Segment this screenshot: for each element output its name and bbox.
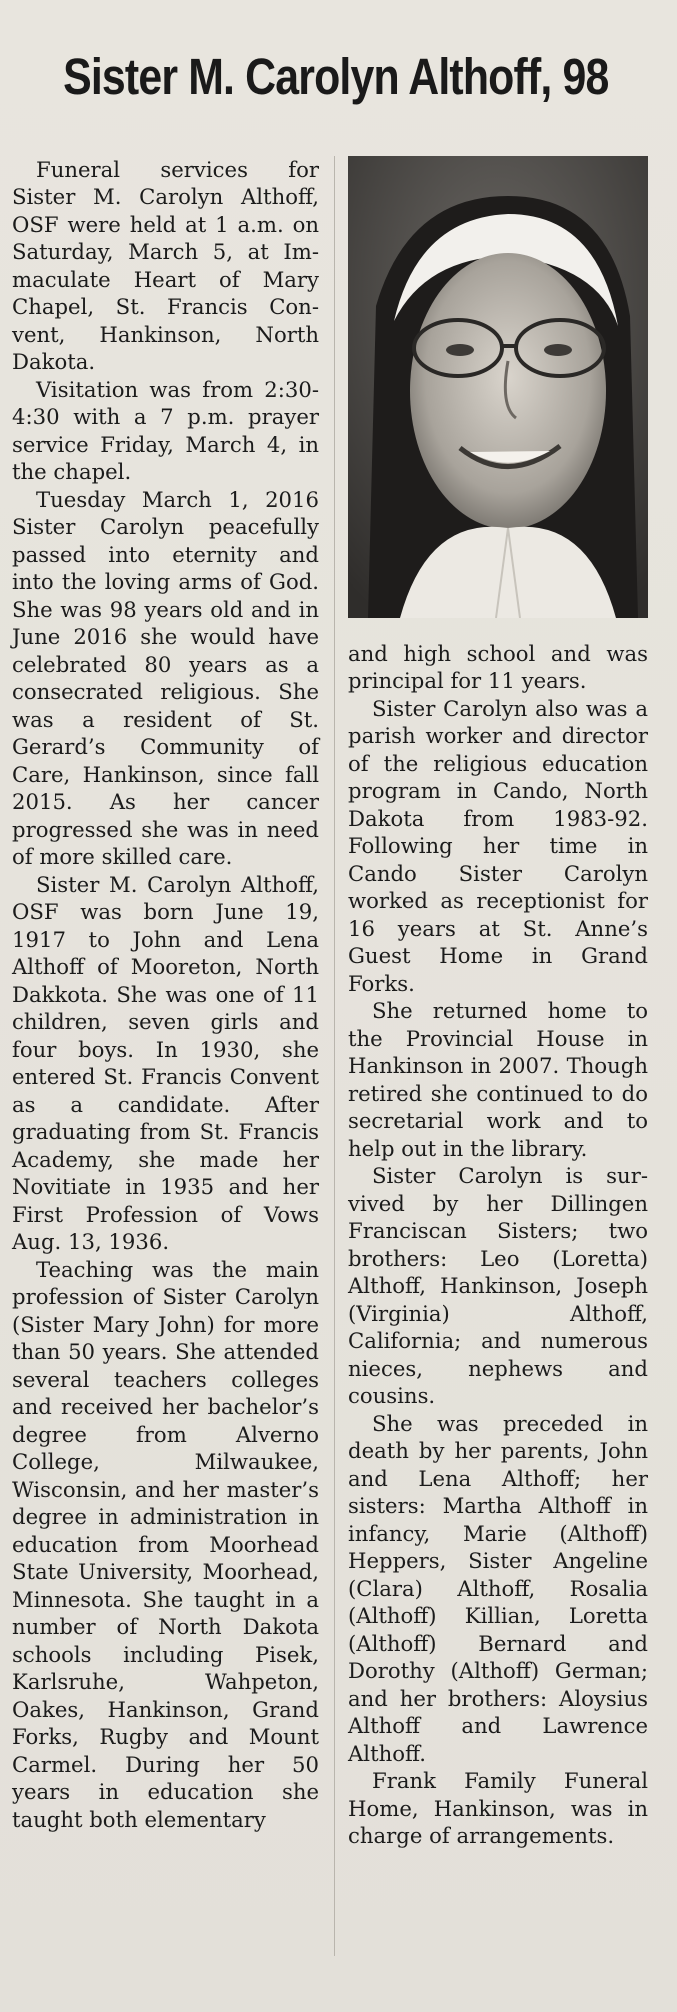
right-column-text	[348, 640, 648, 1850]
left-column	[12, 156, 319, 1976]
headline: Sister M. Carolyn Althoff, 98	[63, 48, 609, 105]
paragraph: Visitation was from 2:30-4:30 with a 7 p.m. prayer service Friday, March 4, in the chapel.	[12, 376, 319, 485]
paragraph: Funeral services for Sister M. Carolyn Althoff, OSF were held at 1 a.m. on Saturday, March 5, at Immaculate Heart of Mary Chapel, St. Francis Convent, Hankinson, North Dakota.	[12, 156, 319, 375]
paragraph: Sister Carolyn also was a parish worker and director of the religious education program in Cando, North Dakota from 1983-92. Following her time in Cando Sister Carolyn worked as receptionist for 16 years at St. Anne’s Guest Home in Grand Forks.	[348, 695, 648, 996]
column-divider	[334, 156, 335, 1956]
paragraph: She was preceded in death by her parents, John and Lena Althoff; her sisters: Martha Althoff in infancy, Marie (Althoff) Heppers, Sister Angeline (Clara) Althoff, Rosalia (Althoff) Killian, Loretta (Althoff) Bernard and Dorothy (Althoff) German; and her brothers: Aloysius Althoff and Lawrence Althoff.	[348, 1410, 648, 1766]
paragraph: Tuesday March 1, 2016 Sister Carolyn peacefully passed into eternity and into the loving arms of God. She was 98 years old and in June 2016 she would have celebrated 80 years as a consecrated religious. She was a resident of St. Gerard’s Community of Care, Hankinson, since fall 2015. As her cancer progressed she was in need of more skilled care.	[12, 486, 319, 870]
paragraph: Sister M. Carolyn Althoff, OSF was born June 19, 1917 to John and Lena Althoff of Mooreton, North Dakkota. She was one of 11 children, seven girls and four boys. In 1930, she entered St. Francis Convent as a candidate. After graduating from St. Francis Academy, she made her Novitiate in 1935 and her First Profession of Vows Aug. 13, 1936.	[12, 871, 319, 1255]
paragraph: and high school and was principal for 11 years.	[348, 640, 648, 694]
paragraph: Teaching was the main profession of Sister Carolyn (Sister Mary John) for more than 50 years. She attended several teachers colleges and received her bachelor’s degree from Alverno College, Milwaukee, Wisconsin, and her master’s degree in administration in education from Moorhead State University, Moorhead, Minnesota. She taught in a number of North Dakota schools including Pisek, Karlsruhe, Wahpeton, Oakes, Hankinson, Grand Forks, Rugby and Mount Carmel. During her 50 years in education she taught both elementary	[12, 1256, 319, 1832]
paragraph: Frank Family Funeral Home, Hankinson, was in charge of arrangements.	[348, 1768, 648, 1849]
paragraph: Sister Carolyn is survived by her Dillingen Franciscan Sisters; two brothers: Leo (Loretta) Althoff, Hankinson, Joseph (Virginia) Althoff, California; and numerous nieces, nephews and cousins.	[348, 1163, 648, 1409]
article-body	[12, 156, 651, 1976]
paragraph: She returned home to the Provincial House in Hankinson in 2007. Though retired she continued to do secretarial work and to help out in the library.	[348, 998, 648, 1161]
portrait-photo-icon	[348, 156, 648, 618]
